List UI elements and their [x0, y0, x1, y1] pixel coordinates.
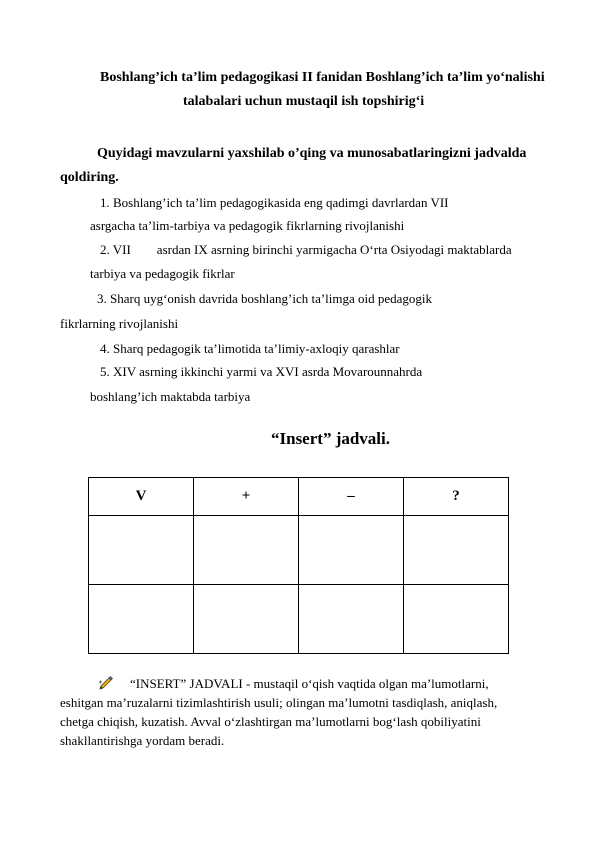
instruction-line-1: Quyidagi mavzularni yaxshilab o’qing va munosabatlaringizni jadvalda: [97, 146, 527, 161]
topic-1-line-2: asrgacha ta’lim-tarbiya va pedagogik fikrlarning rivojlanishi: [90, 218, 405, 233]
table-cell[interactable]: [194, 585, 299, 654]
topic-2-line-2: tarbiya va pedagogik fikrlar: [90, 266, 235, 281]
topic-3-line-2: fikrlarning rivojlanishi: [60, 316, 179, 331]
table-cell[interactable]: [404, 585, 509, 654]
table-row: [89, 585, 509, 654]
topic-3-line-1: 3. Sharq uyg‘onish davrida boshlang’ich ta’limga oid pedagogik: [97, 291, 433, 306]
table-cell[interactable]: [89, 516, 194, 585]
note-line-2: eshitgan ma’ruzalarni tizimlashtirish usuli; olingan ma’lumotni tasdiqlash, aniqlash,: [60, 695, 498, 710]
note-line-4: shakllantirishga yordam beradi.: [60, 733, 225, 748]
table-cell[interactable]: [89, 585, 194, 654]
table-row: [89, 516, 509, 585]
header-cell-plus: +: [194, 478, 299, 516]
insert-table-header-row: [89, 478, 509, 516]
insert-table-title: “Insert” jadvali.: [271, 429, 390, 448]
table-cell[interactable]: [194, 516, 299, 585]
insert-table: [88, 477, 509, 654]
topic-5-line-1: 5. XIV asrning ikkinchi yarmi va XVI asrda Movarounnahrda: [100, 364, 423, 379]
note-line-3: chetga chiqish, kuzatish. Avval o‘zlashtirgan ma’lumotlarni bog‘lash qobiliyatini: [60, 714, 481, 729]
pen-icon: [98, 675, 114, 691]
table-cell[interactable]: [404, 516, 509, 585]
topic-2-line-1: 2. VII asrdan IX asrning birinchi yarmigacha O‘rta Osiyodagi maktablarda: [100, 242, 512, 257]
table-cell[interactable]: [299, 585, 404, 654]
instruction-line-2: qoldiring.: [60, 170, 119, 185]
note-line-1: “INSERT” JADVALI - mustaqil o‘qish vaqtida olgan ma’lumotlarni,: [130, 676, 489, 691]
table-cell[interactable]: [299, 516, 404, 585]
doc-title-line-1: Boshlang’ich ta’lim pedagogikasi II fanidan Boshlang’ich ta’lim yo‘nalishi: [100, 70, 545, 85]
doc-title-line-2: talabalari uchun mustaqil ish topshirig‘i: [183, 94, 425, 109]
header-cell-question: ?: [404, 478, 509, 516]
topic-1-line-1: 1. Boshlang’ich ta’lim pedagogikasida eng qadimgi davrlardan VII: [100, 195, 449, 210]
topic-5-line-2: boshlang’ich maktabda tarbiya: [90, 389, 251, 404]
header-cell-minus: –: [299, 478, 404, 516]
header-cell-v: V: [89, 478, 194, 516]
topic-4-line-1: 4. Sharq pedagogik ta’limotida ta’limiy-axloqiy qarashlar: [100, 341, 400, 356]
